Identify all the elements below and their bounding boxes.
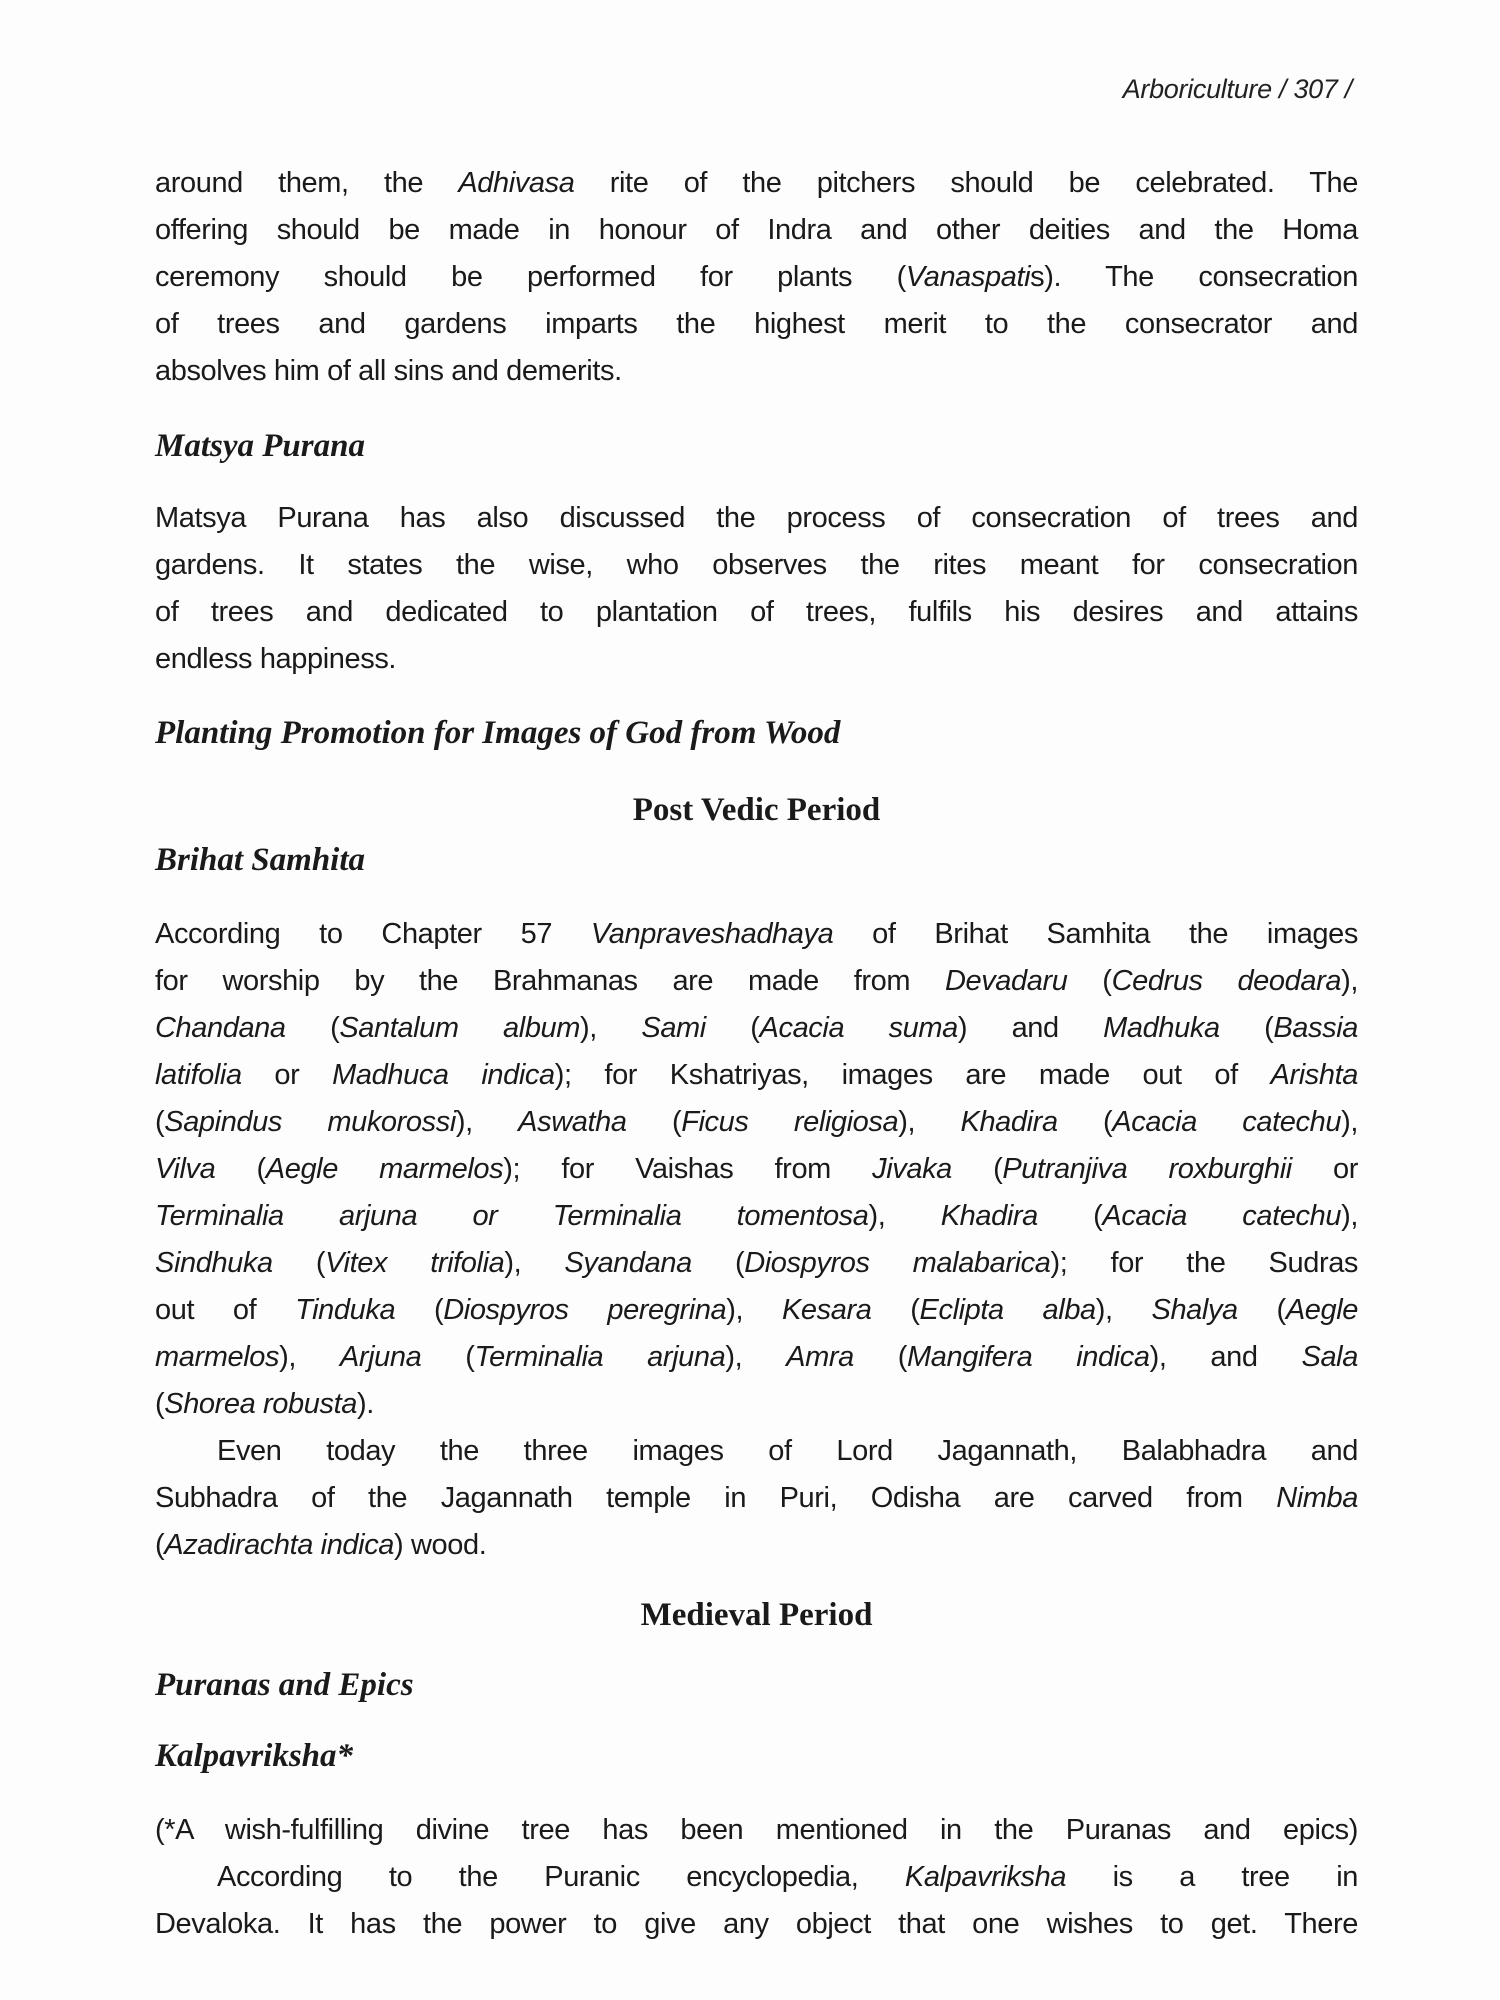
text-line xyxy=(155,1854,1358,1901)
italic-term: Vitex trifolia xyxy=(325,1247,505,1279)
text-run: ( xyxy=(155,1388,165,1420)
text-run: s). The consecration xyxy=(1030,261,1358,293)
text-line xyxy=(155,589,1358,636)
italic-term: Azadirachta indica xyxy=(164,1529,395,1561)
text-line xyxy=(155,301,1358,348)
text-run: ( xyxy=(285,1012,340,1044)
text-run: ), xyxy=(868,1200,941,1232)
italic-term: Shorea robusta xyxy=(164,1388,357,1420)
text-run: ); for Kshatriyas, images are made out of xyxy=(554,1059,1271,1091)
text-run: ( xyxy=(421,1341,475,1373)
italic-term: Terminalia arjuna xyxy=(474,1341,726,1373)
text-run: ), xyxy=(580,1012,642,1044)
text-run: around them, the xyxy=(155,167,459,199)
paragraph-kalpavriksha xyxy=(155,1807,1358,1948)
italic-term: Arjuna xyxy=(339,1341,422,1373)
text-run: offering should be made in honour of Indra and other deities and the Homa xyxy=(155,214,1358,246)
text-run: ), xyxy=(504,1247,565,1279)
text-run: (*A wish-fulfilling divine tree has been mentioned in the Puranas and epics) xyxy=(155,1814,1358,1846)
text-run: ); for Vaishas from xyxy=(503,1153,873,1185)
text-run: ), xyxy=(455,1106,519,1138)
text-line xyxy=(155,1522,1358,1569)
text-run: ) wood. xyxy=(394,1529,487,1561)
text-run: rite of the pitchers should be celebrated. The xyxy=(574,167,1358,199)
text-run: of Brihat Samhita the images xyxy=(833,918,1358,950)
text-run: ( xyxy=(155,1529,165,1561)
text-line xyxy=(155,348,1358,395)
italic-term: Amra xyxy=(786,1341,854,1373)
text-run: ), xyxy=(279,1341,340,1373)
italic-term: Madhuca indica xyxy=(332,1059,555,1091)
text-run: ), xyxy=(1341,965,1359,997)
text-run: ) and xyxy=(957,1012,1104,1044)
text-line xyxy=(155,1146,1358,1193)
text-line xyxy=(155,254,1358,301)
paragraph-brihat-samhita xyxy=(155,911,1358,1569)
italic-term: Sapindus mukorossi xyxy=(164,1106,456,1138)
italic-term: Aegle xyxy=(1285,1294,1358,1326)
italic-term: Putranjiva roxburghii xyxy=(1002,1153,1292,1185)
italic-term: Acacia catechu xyxy=(1102,1200,1342,1232)
italic-term: Diospyros peregrina xyxy=(443,1294,727,1326)
text-run: ( xyxy=(705,1012,760,1044)
italic-term: Devadaru xyxy=(944,965,1068,997)
text-line xyxy=(155,1052,1358,1099)
italic-term: Vanpraveshadhaya xyxy=(590,918,834,950)
heading-kalpavriksha: Kalpavriksha* xyxy=(155,1738,354,1774)
heading-planting-promotion: Planting Promotion for Images of God from Wood xyxy=(155,715,841,751)
text-run: ), xyxy=(726,1294,782,1326)
text-run: absolves him of all sins and demerits. xyxy=(155,355,622,387)
text-line xyxy=(155,1381,1358,1428)
text-line xyxy=(155,542,1358,589)
text-run: or xyxy=(1291,1153,1359,1185)
text-run: ), xyxy=(898,1106,961,1138)
text-run: ceremony should be performed for plants ( xyxy=(155,261,906,293)
text-run: of trees and dedicated to plantation of trees, fulfils his desires and attains xyxy=(155,596,1358,628)
text-run: ). xyxy=(356,1388,374,1420)
italic-term: Vilva xyxy=(155,1153,216,1185)
text-run: Even today the three images of Lord Jagannath, Balabhadra and xyxy=(217,1435,1358,1467)
text-run: ), and xyxy=(1149,1341,1302,1373)
italic-term: Arishta xyxy=(1270,1059,1358,1091)
text-run: ( xyxy=(155,1106,165,1138)
text-run: According to Chapter 57 xyxy=(155,918,591,950)
text-run: ( xyxy=(1067,965,1112,997)
text-run: Devaloka. It has the power to give any object that one wishes to get. There xyxy=(155,1908,1358,1940)
text-line xyxy=(155,1099,1358,1146)
text-run: ( xyxy=(691,1247,745,1279)
text-run: ( xyxy=(395,1294,444,1326)
text-run: ( xyxy=(871,1294,920,1326)
text-run: ( xyxy=(272,1247,326,1279)
heading-brihat-samhita: Brihat Samhita xyxy=(155,842,366,878)
italic-term: Jivaka xyxy=(872,1153,952,1185)
italic-term: Nimba xyxy=(1276,1482,1358,1514)
italic-term: latifolia xyxy=(155,1059,242,1091)
text-run: ( xyxy=(1037,1200,1103,1232)
text-run: ( xyxy=(215,1153,266,1185)
italic-term: Adhivasa xyxy=(458,167,575,199)
text-run: ( xyxy=(853,1341,907,1373)
italic-term: marmelos xyxy=(155,1341,280,1373)
italic-term: Acacia suma xyxy=(759,1012,958,1044)
text-run: ( xyxy=(626,1106,682,1138)
italic-term: Terminalia arjuna or Terminalia tomentosa xyxy=(155,1200,869,1232)
text-line xyxy=(155,495,1358,542)
text-run: for worship by the Brahmanas are made from xyxy=(155,965,945,997)
text-run: gardens. It states the wise, who observes the rites meant for consecration xyxy=(155,549,1358,581)
text-run: ( xyxy=(951,1153,1003,1185)
heading-medieval-period: Medieval Period xyxy=(640,1597,873,1633)
text-line xyxy=(155,1807,1358,1854)
italic-term: Tinduka xyxy=(295,1294,396,1326)
italic-term: Ficus religiosa xyxy=(681,1106,899,1138)
italic-term: Sami xyxy=(641,1012,706,1044)
text-run: ( xyxy=(1237,1294,1286,1326)
italic-term: Khadira xyxy=(940,1200,1038,1232)
italic-term: Chandana xyxy=(155,1012,286,1044)
italic-term: Aegle marmelos xyxy=(265,1153,504,1185)
text-run: ( xyxy=(1057,1106,1113,1138)
text-line xyxy=(155,911,1358,958)
text-run: According to the Puranic encyclopedia, xyxy=(217,1861,905,1893)
text-line xyxy=(155,1193,1358,1240)
text-run: ), xyxy=(1341,1106,1358,1138)
text-line xyxy=(155,1901,1358,1948)
text-line xyxy=(155,1240,1358,1287)
italic-term: Mangifera indica xyxy=(907,1341,1150,1373)
text-run: Matsya Purana has also discussed the process of consecration of trees and xyxy=(155,502,1358,534)
text-run: ( xyxy=(1219,1012,1274,1044)
heading-matsya-purana: Matsya Purana xyxy=(155,428,365,464)
italic-term: Diospyros malabarica xyxy=(744,1247,1051,1279)
text-line xyxy=(155,1334,1358,1381)
paragraph-adhivasa xyxy=(155,160,1358,395)
text-line xyxy=(155,1287,1358,1334)
italic-term: Cedrus deodara xyxy=(1111,965,1342,997)
text-line xyxy=(155,1005,1358,1052)
paragraph-matsya xyxy=(155,495,1358,683)
italic-term: Acacia catechu xyxy=(1112,1106,1342,1138)
running-header: Arboriculture / 307 / xyxy=(1122,74,1352,104)
italic-term: Sala xyxy=(1301,1341,1358,1373)
italic-term: Syandana xyxy=(564,1247,692,1279)
text-run: is a tree in xyxy=(1066,1861,1358,1893)
text-run: ), xyxy=(725,1341,787,1373)
italic-term: Kalpavriksha xyxy=(904,1861,1067,1893)
italic-term: Kesara xyxy=(781,1294,872,1326)
text-line xyxy=(155,160,1358,207)
text-run: of trees and gardens imparts the highest merit to the consecrator and xyxy=(155,308,1358,340)
italic-term: Santalum album xyxy=(339,1012,581,1044)
text-run: or xyxy=(241,1059,333,1091)
italic-term: Vanaspati xyxy=(905,261,1031,293)
text-line xyxy=(155,958,1358,1005)
text-run: ), xyxy=(1095,1294,1152,1326)
text-run: ), xyxy=(1341,1200,1358,1232)
text-line xyxy=(155,636,1358,683)
text-run: ); for the Sudras xyxy=(1050,1247,1359,1279)
text-run: Subhadra of the Jagannath temple in Puri, Odisha are carved from xyxy=(155,1482,1277,1514)
italic-term: Aswatha xyxy=(518,1106,627,1138)
italic-term: Eclipta alba xyxy=(919,1294,1096,1326)
italic-term: Sindhuka xyxy=(155,1247,273,1279)
text-run: out of xyxy=(155,1294,296,1326)
text-line xyxy=(155,1475,1358,1522)
heading-puranas-and-epics: Puranas and Epics xyxy=(155,1667,414,1703)
text-run: endless happiness. xyxy=(155,643,397,675)
italic-term: Bassia xyxy=(1273,1012,1358,1044)
text-line xyxy=(155,1428,1358,1475)
italic-term: Madhuka xyxy=(1103,1012,1220,1044)
text-line xyxy=(155,207,1358,254)
italic-term: Khadira xyxy=(960,1106,1058,1138)
italic-term: Shalya xyxy=(1151,1294,1238,1326)
heading-post-vedic-period: Post Vedic Period xyxy=(632,792,881,828)
